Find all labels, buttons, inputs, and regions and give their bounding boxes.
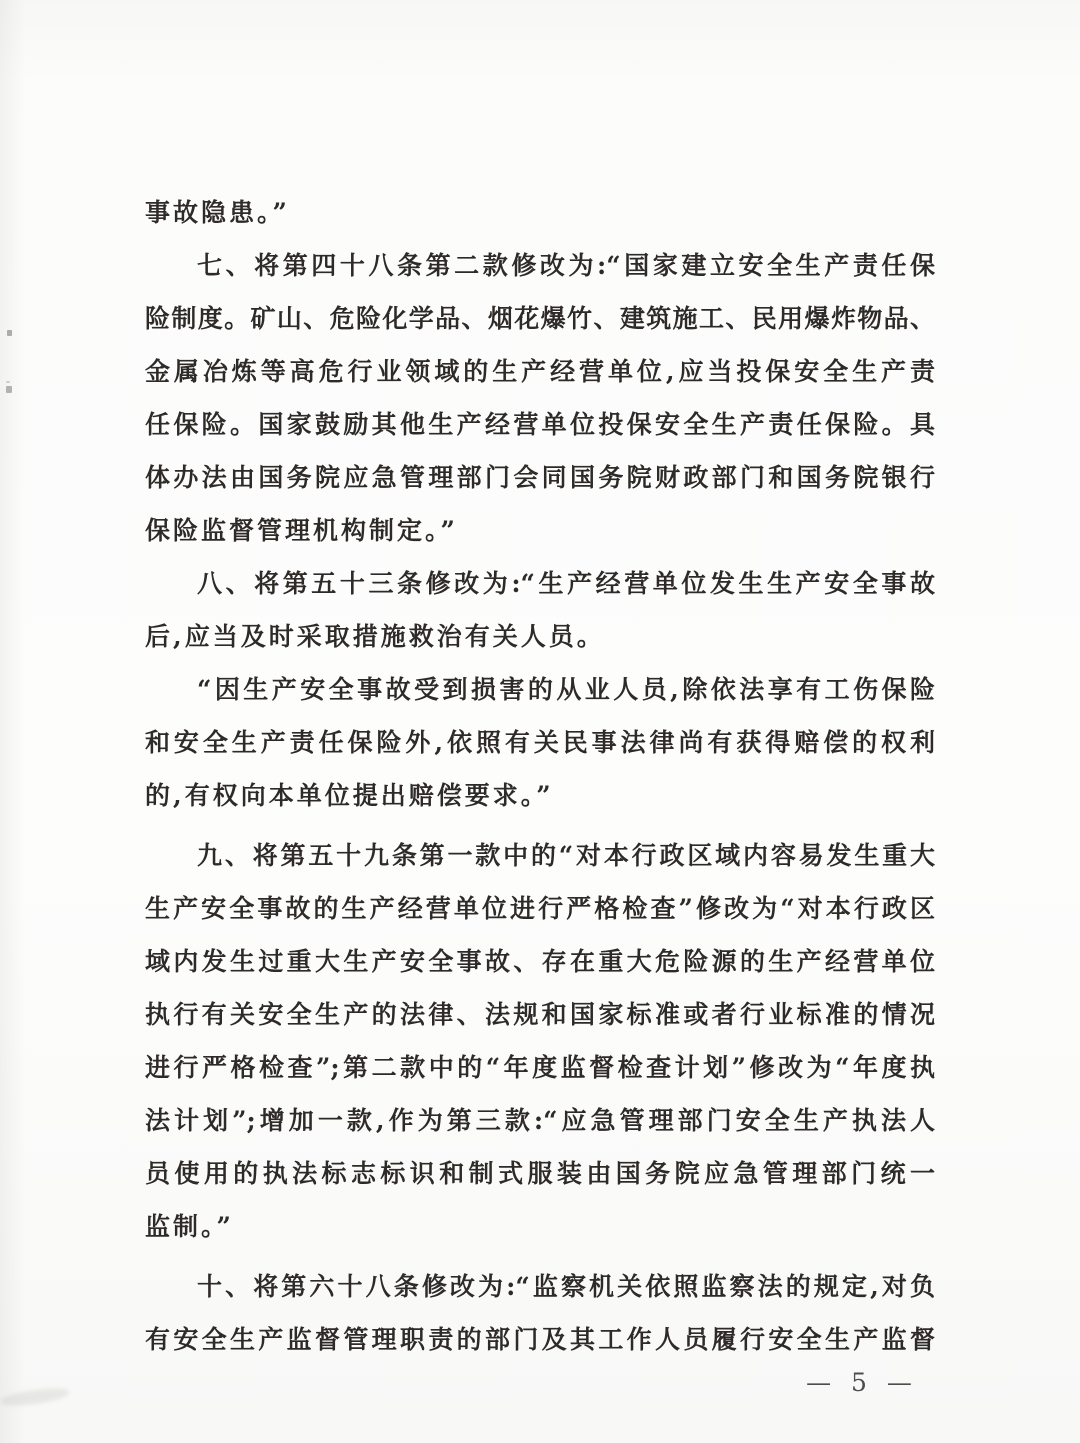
text-line: 事故隐患。” xyxy=(145,198,290,227)
page-number: — 5 — xyxy=(806,1368,914,1397)
text-line: 十、将第六十八条修改为:“监察机关依照监察法的规定,对负 xyxy=(197,1272,935,1301)
text-line: 体办法由国务院应急管理部门会同国务院财政部门和国务院银行 xyxy=(145,463,935,492)
document-body xyxy=(145,186,935,1366)
paragraph-item-8 xyxy=(145,557,935,663)
text-line: 和安全生产责任保险外,依照有关民事法律尚有获得赔偿的权利 xyxy=(145,728,935,757)
text-line: 金属冶炼等高危行业领域的生产经营单位,应当投保安全生产责 xyxy=(145,357,935,386)
scan-speck xyxy=(6,381,10,383)
text-line: 险制度。矿山、危险化学品、烟花爆竹、建筑施工、民用爆炸物品、 xyxy=(145,304,935,333)
text-line: 执行有关安全生产的法律、法规和国家标准或者行业标准的情况 xyxy=(145,1000,935,1029)
text-line: 监制。” xyxy=(145,1212,234,1241)
text-line: 域内发生过重大生产安全事故、存在重大危险源的生产经营单位 xyxy=(145,947,935,976)
text-line: “因生产安全事故受到损害的从业人员,除依法享有工伤保险 xyxy=(197,675,935,704)
paragraph-item-9 xyxy=(145,829,935,1253)
text-line: 九、将第五十九条第一款中的“对本行政区域内容易发生重大 xyxy=(197,841,935,870)
scan-speck xyxy=(6,386,12,393)
scan-smudge xyxy=(0,1385,71,1409)
text-line: 生产安全事故的生产经营单位进行严格检查”修改为“对本行政区 xyxy=(145,894,935,923)
text-line: 的,有权向本单位提出赔偿要求。” xyxy=(145,781,554,810)
paragraph-carryover xyxy=(145,186,935,239)
scan-speck xyxy=(7,330,12,336)
scan-edge-shadow xyxy=(0,0,26,1443)
text-line: 有安全生产监督管理职责的部门及其工作人员履行安全生产监督 xyxy=(145,1325,935,1354)
paragraph-item-7 xyxy=(145,239,935,557)
text-line: 八、将第五十三条修改为:“生产经营单位发生生产安全事故 xyxy=(197,569,935,598)
paragraph-item-10 xyxy=(145,1260,935,1366)
text-line: 七、将第四十八条第二款修改为:“国家建立安全生产责任保 xyxy=(197,251,935,280)
text-line: 保险监督管理机构制定。” xyxy=(145,516,458,545)
text-line: 任保险。国家鼓励其他生产经营单位投保安全生产责任保险。具 xyxy=(145,410,935,439)
text-line: 后,应当及时采取措施救治有关人员。 xyxy=(145,622,605,651)
text-line: 进行严格检查”;第二款中的“年度监督检查计划”修改为“年度执 xyxy=(145,1053,935,1082)
text-line: 员使用的执法标志标识和制式服装由国务院应急管理部门统一 xyxy=(145,1159,935,1188)
paragraph-item-8-quote xyxy=(145,663,935,822)
text-line: 法计划”;增加一款,作为第三款:“应急管理部门安全生产执法人 xyxy=(145,1106,935,1135)
